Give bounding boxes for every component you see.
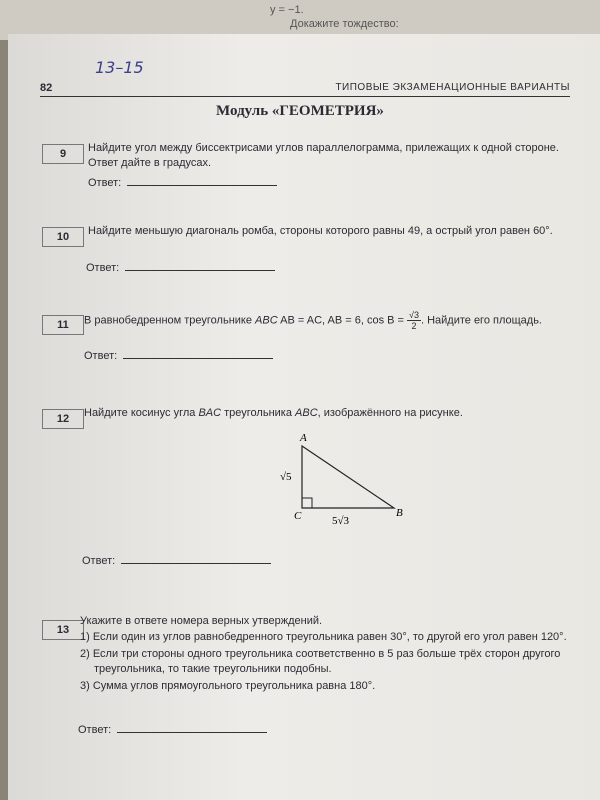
handwritten-note: 13–15 — [95, 58, 144, 77]
underlying-text-line: Докажите тождество: — [290, 18, 399, 30]
question-number: 12 — [42, 409, 84, 429]
answer-label: Ответ: — [88, 177, 122, 189]
question-number: 10 — [42, 227, 84, 247]
question-text-part: . Найдите его площадь. — [420, 314, 542, 327]
answer-field[interactable] — [82, 553, 271, 567]
header-rule — [40, 96, 570, 97]
answer-label: Ответ: — [78, 724, 112, 736]
side-length-ac: √5 — [280, 471, 292, 483]
question-text-part: треугольника — [224, 407, 292, 419]
angle-name: BAC — [198, 407, 222, 419]
answer-line — [121, 553, 271, 564]
vertex-label-c: C — [294, 510, 302, 522]
answer-line — [117, 722, 267, 733]
vertex-label-a: A — [300, 432, 307, 444]
answer-line — [123, 348, 273, 359]
question-number: 9 — [42, 144, 84, 164]
question-number: 11 — [42, 315, 84, 335]
fraction — [407, 310, 421, 331]
question-text — [84, 310, 564, 331]
question-text-part: В равнобедренном треугольнике — [84, 314, 252, 327]
vertex-label-b: B — [396, 507, 403, 519]
question-text: Найдите угол между биссектрисами углов параллелограмма, прилежащих к одной стороне. Ответ дайте в градусах. — [88, 142, 559, 169]
statement-list — [80, 630, 570, 696]
answer-line — [125, 260, 275, 271]
question-text-part: , изображённого на рисунке. — [317, 407, 463, 419]
underlying-text-line: y = −1. — [270, 4, 304, 16]
answer-field[interactable] — [88, 175, 277, 189]
statement-item: 3) Сумма углов прямоугольного треугольника равна 180°. — [80, 680, 376, 692]
answer-label: Ответ: — [86, 262, 120, 274]
answer-field[interactable] — [78, 722, 267, 736]
fraction-denominator: 2 — [411, 321, 417, 331]
question-text: Укажите в ответе номера верных утверждений. — [80, 615, 323, 627]
statement-item: 1) Если один из углов равнобедренного треугольника равен 30°, то другой его угол равен 120°. — [80, 631, 567, 643]
triangle-shape — [302, 446, 394, 508]
fraction-numerator: √3 — [409, 310, 419, 320]
answer-field[interactable] — [84, 348, 273, 362]
answer-label: Ответ: — [82, 555, 116, 567]
question-text-part: AB = AC, AB = 6, cos B = — [280, 314, 404, 327]
right-angle-mark — [302, 498, 312, 508]
page-number: 82 — [40, 82, 53, 94]
question-text — [84, 406, 564, 421]
statement-item: 2) Если три стороны одного треугольника соответственно в 5 раз больше трёх сторон другого треугольника, то такие треугольники подобны. — [80, 648, 561, 675]
running-title: ТИПОВЫЕ ЭКЗАМЕНАЦИОННЫЕ ВАРИАНТЫ — [335, 82, 570, 93]
side-length-cb: 5√3 — [332, 515, 350, 527]
triangle-name: ABC — [295, 407, 318, 419]
question-text: Найдите меньшую диагональ ромба, стороны которого равны 49, а острый угол равен 60°. — [88, 225, 553, 237]
answer-field[interactable] — [86, 260, 275, 274]
answer-label: Ответ: — [84, 350, 118, 362]
answer-line — [127, 175, 277, 186]
question-number: 13 — [42, 620, 84, 640]
module-title: Модуль «ГЕОМЕТРИЯ» — [216, 103, 384, 119]
triangle-name: ABC — [255, 314, 278, 327]
question-text-part: Найдите косинус угла — [84, 407, 196, 419]
triangle-figure — [270, 428, 410, 533]
